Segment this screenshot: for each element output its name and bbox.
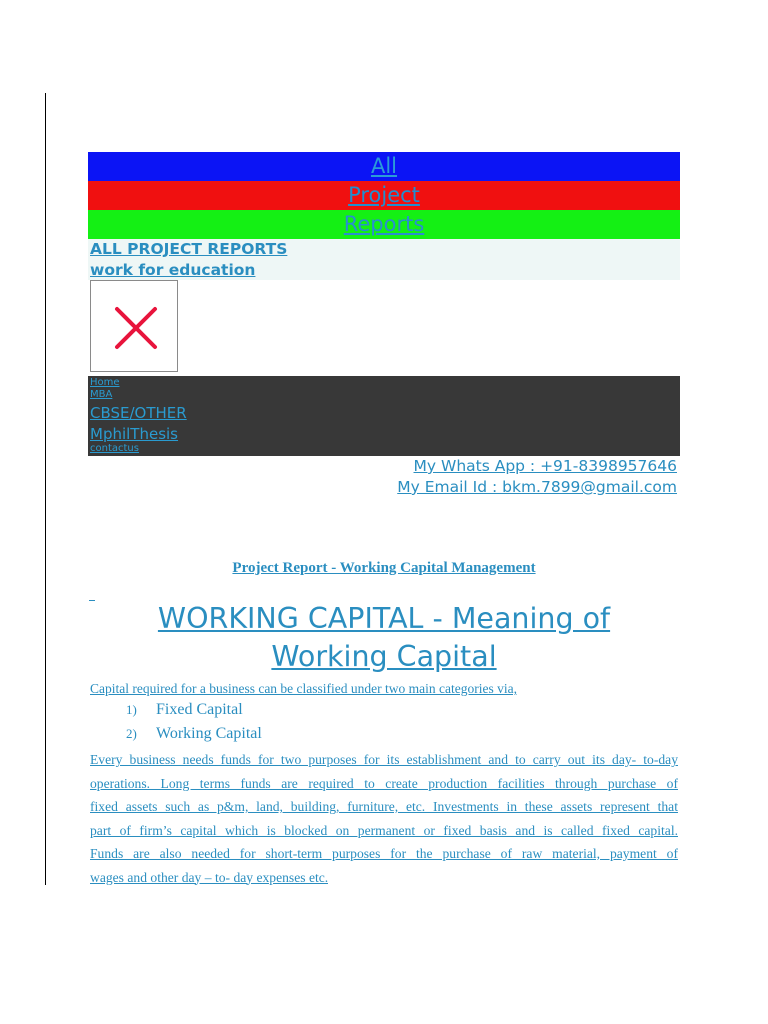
list-text: Fixed Capital xyxy=(156,701,243,718)
nav-item-mba[interactable]: MBA xyxy=(90,389,113,400)
banner-band-red xyxy=(88,181,680,210)
nav-item-cbse-other[interactable]: CBSE/OTHER xyxy=(90,404,187,422)
page-left-rule xyxy=(45,93,46,885)
intro-text: Capital required for a business can be classified under two main categories via, xyxy=(90,681,517,696)
site-title-link[interactable]: ALL PROJECT REPORTS xyxy=(90,240,288,258)
paragraph-line: part of firm’s capital which is blocked on permanent or fixed basis and is called fixed capital. xyxy=(90,822,678,838)
list-item-working-capital xyxy=(126,725,262,743)
banner-band-green xyxy=(88,210,680,239)
nav-item-home[interactable]: Home xyxy=(90,377,120,388)
list-text: Working Capital xyxy=(156,725,262,742)
list-number: 2) xyxy=(126,726,137,741)
paragraph-line: wages and other day – to- day expenses etc. xyxy=(90,869,329,885)
banner-link-all[interactable]: All xyxy=(370,154,398,178)
banner-band-blue xyxy=(88,152,680,181)
page-heading-line2: Working Capital xyxy=(271,640,497,673)
page-heading-line1: WORKING CAPITAL - Meaning of xyxy=(157,602,611,635)
list-item-fixed-capital xyxy=(126,701,243,719)
site-header xyxy=(88,239,680,280)
broken-image-placeholder xyxy=(90,280,178,372)
report-title-link[interactable]: Project Report - Working Capital Management xyxy=(232,560,536,576)
paragraph-line: fixed assets such as p&m, land, building, furniture, etc. Investments in these assets represent that xyxy=(90,799,678,814)
email-link[interactable]: My Email Id : bkm.7899@gmail.com xyxy=(397,478,677,496)
banner-link-reports[interactable]: Reports xyxy=(343,212,425,236)
banner-link-project[interactable]: Project xyxy=(348,183,420,207)
paragraph-line: Funds are also needed for short-term purposes for the purchase of raw material, payment of xyxy=(90,846,678,861)
paragraph-line: operations. Long terms funds are required to create production facilities through purchase of xyxy=(90,775,678,791)
nav-item-mphil-thesis[interactable]: MphilThesis xyxy=(90,425,179,443)
nav-item-contactus[interactable]: contactus xyxy=(90,443,139,454)
paragraph-line: Every business needs funds for two purposes for its establishment and to carry out its day- to-day xyxy=(90,752,678,767)
page-heading xyxy=(88,600,680,676)
site-tagline-link[interactable]: work for education xyxy=(90,261,256,279)
nav-menu xyxy=(88,376,680,456)
list-number: 1) xyxy=(126,702,137,717)
whatsapp-link[interactable]: My Whats App : +91-8398957646 xyxy=(413,457,677,475)
body-paragraph xyxy=(90,748,678,897)
close-icon xyxy=(91,281,179,373)
